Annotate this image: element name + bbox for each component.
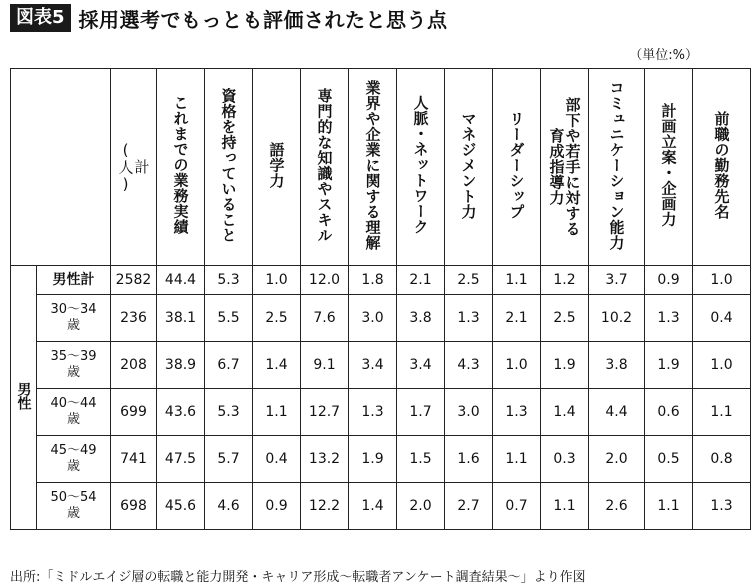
cell-value: 2.6 bbox=[589, 483, 645, 530]
cell-value: 0.3 bbox=[541, 436, 589, 483]
header-row bbox=[11, 69, 751, 266]
cell-value: 45.6 bbox=[157, 483, 205, 530]
cell-value: 1.8 bbox=[349, 266, 397, 295]
age-range: 35～39 bbox=[50, 349, 97, 364]
cell-value: 2.1 bbox=[493, 295, 541, 342]
figure-label: 図表5 bbox=[10, 4, 71, 32]
row-label bbox=[37, 389, 111, 436]
cell-value: 2.5 bbox=[541, 295, 589, 342]
cell-total: 2582 bbox=[111, 266, 157, 295]
cell-value: 0.6 bbox=[645, 389, 693, 436]
header-col-11: 計画立案・企画力 bbox=[645, 69, 693, 266]
cell-value: 1.3 bbox=[493, 389, 541, 436]
cell-value: 1.1 bbox=[253, 389, 301, 436]
cell-value: 1.6 bbox=[445, 436, 493, 483]
age-unit: 歳 bbox=[66, 412, 80, 427]
cell-value: 5.7 bbox=[205, 436, 253, 483]
header-total bbox=[111, 69, 157, 266]
cell-value: 2.0 bbox=[397, 483, 445, 530]
cell-value: 1.0 bbox=[693, 266, 751, 295]
age-range: 45～49 bbox=[50, 443, 97, 458]
cell-value: 1.7 bbox=[397, 389, 445, 436]
cell-value: 38.1 bbox=[157, 295, 205, 342]
cell-value: 1.0 bbox=[493, 342, 541, 389]
cell-value: 1.3 bbox=[645, 295, 693, 342]
table-body bbox=[11, 266, 751, 530]
cell-value: 2.0 bbox=[589, 436, 645, 483]
cell-value: 1.9 bbox=[349, 436, 397, 483]
cell-value: 9.1 bbox=[301, 342, 349, 389]
cell-value: 12.0 bbox=[301, 266, 349, 295]
gender-label: 男性 bbox=[15, 381, 32, 410]
cell-value: 1.9 bbox=[541, 342, 589, 389]
cell-value: 0.4 bbox=[253, 436, 301, 483]
cell-value: 3.0 bbox=[349, 295, 397, 342]
cell-value: 2.5 bbox=[445, 266, 493, 295]
header-col-12: 前職の勤務先名 bbox=[693, 69, 751, 266]
table-row bbox=[11, 436, 751, 483]
header-col-4: 専門的な知識やスキル bbox=[301, 69, 349, 266]
cell-value: 1.4 bbox=[253, 342, 301, 389]
cell-total: 208 bbox=[111, 342, 157, 389]
cell-value: 1.3 bbox=[349, 389, 397, 436]
header-col-7: マネジメント力 bbox=[445, 69, 493, 266]
cell-value: 2.7 bbox=[445, 483, 493, 530]
cell-value: 5.3 bbox=[205, 389, 253, 436]
header-col-6: 人脈・ネットワーク bbox=[397, 69, 445, 266]
source-note: 出所:「ミドルエイジ層の転職と能力開発・キャリア形成～転職者アンケート調査結果～」より作図 bbox=[10, 570, 586, 585]
table-row bbox=[11, 483, 751, 530]
row-label bbox=[37, 266, 111, 295]
cell-value: 0.7 bbox=[493, 483, 541, 530]
age-unit: 歳 bbox=[66, 365, 80, 380]
cell-value: 0.9 bbox=[253, 483, 301, 530]
table-row bbox=[11, 266, 751, 295]
cell-value: 1.1 bbox=[645, 483, 693, 530]
cell-value: 1.4 bbox=[349, 483, 397, 530]
cell-value: 44.4 bbox=[157, 266, 205, 295]
cell-value: 0.4 bbox=[693, 295, 751, 342]
cell-total: 698 bbox=[111, 483, 157, 530]
row-label bbox=[37, 436, 111, 483]
cell-value: 43.6 bbox=[157, 389, 205, 436]
cell-value: 3.4 bbox=[397, 342, 445, 389]
cell-value: 1.4 bbox=[541, 389, 589, 436]
header-total-label: 計 bbox=[132, 159, 151, 175]
cell-value: 5.3 bbox=[205, 266, 253, 295]
cell-value: 12.2 bbox=[301, 483, 349, 530]
cell-total: 236 bbox=[111, 295, 157, 342]
cell-value: 3.8 bbox=[589, 342, 645, 389]
age-range: 30～34 bbox=[50, 302, 97, 317]
age-unit: 歳 bbox=[66, 459, 80, 474]
cell-value: 13.2 bbox=[301, 436, 349, 483]
figure-title: 採用選考でもっとも評価されたと思う点 bbox=[78, 7, 448, 32]
cell-value: 3.0 bbox=[445, 389, 493, 436]
table-row bbox=[11, 342, 751, 389]
age-unit: 歳 bbox=[66, 506, 80, 521]
cell-total: 741 bbox=[111, 436, 157, 483]
cell-value: 1.2 bbox=[541, 266, 589, 295]
header-col-9: 部下や若手に対する 育成指導力 bbox=[541, 69, 589, 266]
age-unit: 歳 bbox=[66, 318, 80, 333]
age-range: 50～54 bbox=[50, 490, 97, 505]
cell-value: 47.5 bbox=[157, 436, 205, 483]
header-col-5: 業界や企業に関する理解 bbox=[349, 69, 397, 266]
cell-value: 1.0 bbox=[693, 342, 751, 389]
cell-value: 4.6 bbox=[205, 483, 253, 530]
header-col-1: これまでの業務実績 bbox=[157, 69, 205, 266]
header-col-2: 資格を持っていること bbox=[205, 69, 253, 266]
cell-value: 7.6 bbox=[301, 295, 349, 342]
row-label-text: 男性計 bbox=[52, 271, 95, 288]
header-col-10: コミュニケーション能力 bbox=[589, 69, 645, 266]
cell-value: 1.5 bbox=[397, 436, 445, 483]
gender-cell bbox=[11, 266, 37, 530]
cell-value: 3.4 bbox=[349, 342, 397, 389]
cell-value: 3.7 bbox=[589, 266, 645, 295]
cell-value: 4.3 bbox=[445, 342, 493, 389]
table-row bbox=[11, 389, 751, 436]
row-label bbox=[37, 342, 111, 389]
cell-value: 12.7 bbox=[301, 389, 349, 436]
cell-value: 6.7 bbox=[205, 342, 253, 389]
cell-value: 0.8 bbox=[693, 436, 751, 483]
header-col-8: リーダーシップ bbox=[493, 69, 541, 266]
table-row bbox=[11, 295, 751, 342]
cell-value: 1.3 bbox=[693, 483, 751, 530]
cell-value: 1.0 bbox=[253, 266, 301, 295]
cell-total: 699 bbox=[111, 389, 157, 436]
cell-value: 0.9 bbox=[645, 266, 693, 295]
cell-value: 1.3 bbox=[445, 295, 493, 342]
row-label bbox=[37, 295, 111, 342]
figure-title-row bbox=[10, 4, 448, 32]
header-total-unit: (人) bbox=[116, 140, 135, 194]
header-col-3: 語学力 bbox=[253, 69, 301, 266]
cell-value: 1.1 bbox=[541, 483, 589, 530]
cell-value: 1.9 bbox=[645, 342, 693, 389]
cell-value: 2.5 bbox=[253, 295, 301, 342]
cell-value: 1.1 bbox=[693, 389, 751, 436]
cell-value: 1.1 bbox=[493, 266, 541, 295]
cell-value: 0.5 bbox=[645, 436, 693, 483]
cell-value: 5.5 bbox=[205, 295, 253, 342]
unit-label: （単位:%） bbox=[629, 48, 698, 63]
evaluation-table bbox=[10, 68, 751, 530]
cell-value: 38.9 bbox=[157, 342, 205, 389]
cell-value: 2.1 bbox=[397, 266, 445, 295]
corner-cell bbox=[11, 69, 111, 266]
row-label bbox=[37, 483, 111, 530]
age-range: 40～44 bbox=[50, 396, 97, 411]
cell-value: 10.2 bbox=[589, 295, 645, 342]
cell-value: 4.4 bbox=[589, 389, 645, 436]
cell-value: 3.8 bbox=[397, 295, 445, 342]
cell-value: 1.1 bbox=[493, 436, 541, 483]
